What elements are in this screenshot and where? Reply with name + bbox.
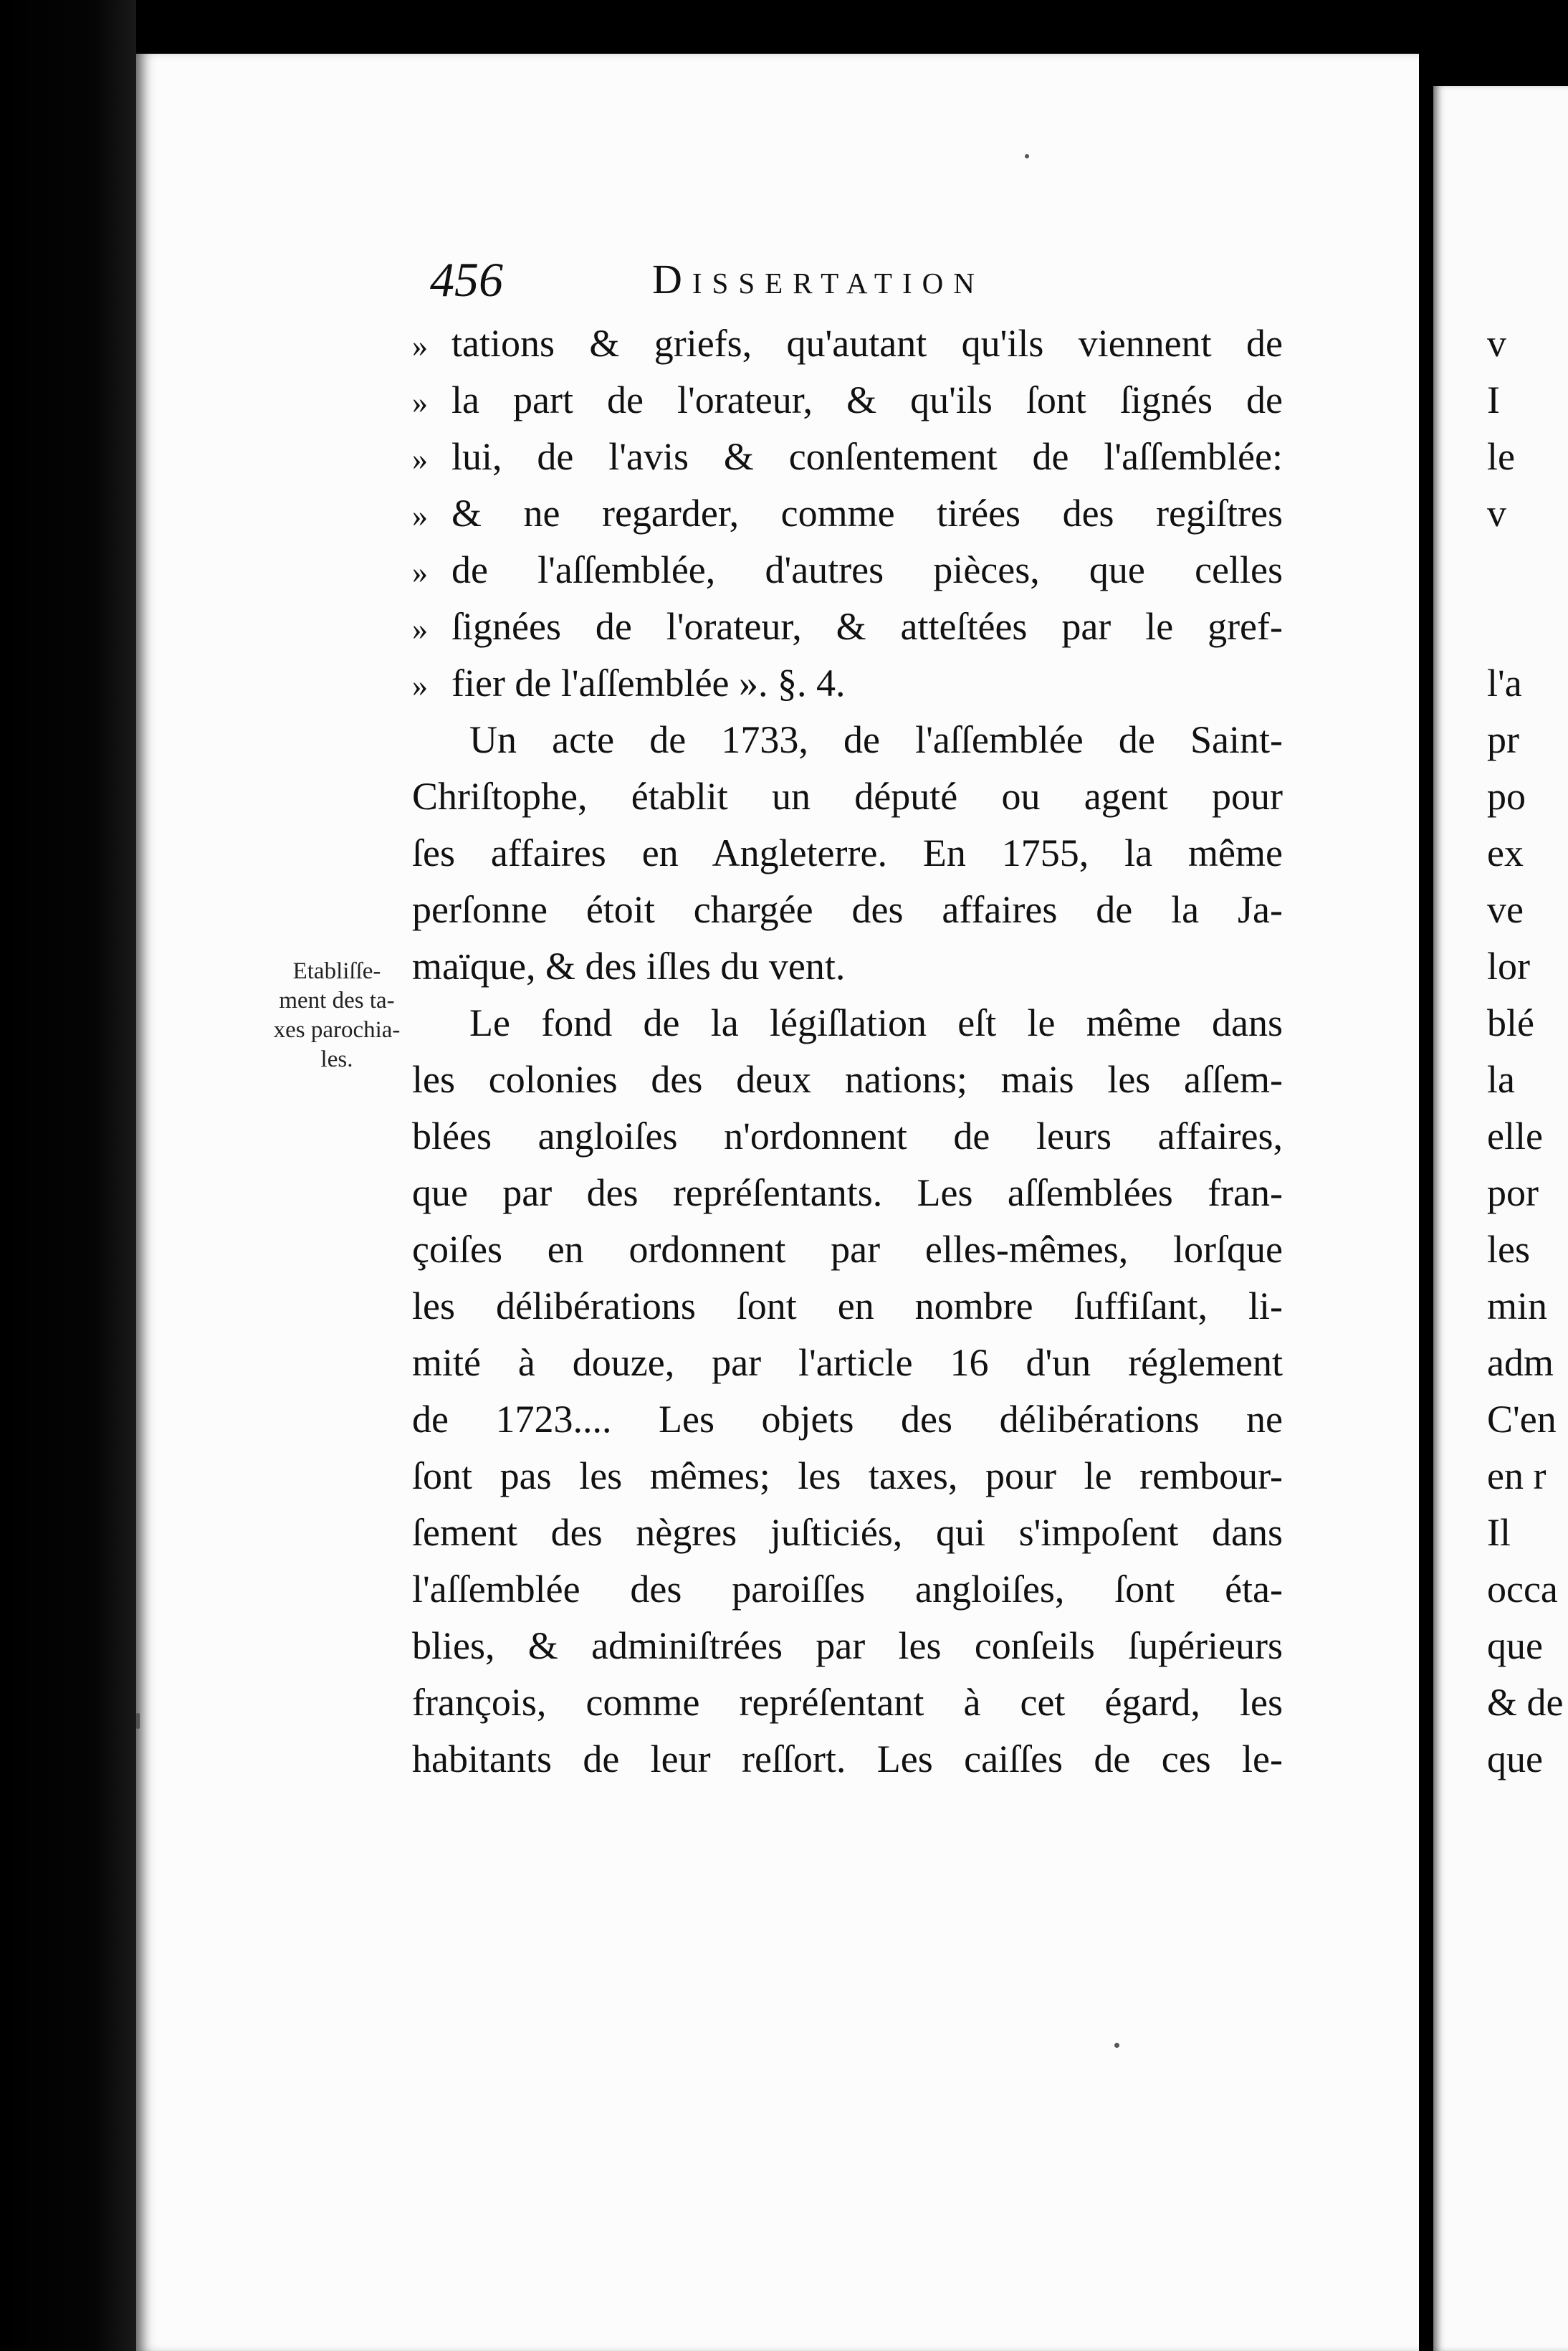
right-page-fragment: [1487, 542, 1568, 599]
line-text: ſont pas les mêmes; les taxes, pour le rembour-: [412, 1454, 1283, 1497]
text-line: [412, 1108, 1283, 1165]
quote-mark: »: [412, 611, 428, 647]
line-text: fier de l'aſſemblée ». §. 4.: [451, 662, 846, 705]
line-text: Chriſtophe, établit un député ou agent pour: [412, 775, 1283, 818]
line-text: que par des repréſentants. Les aſſemblées fran-: [412, 1171, 1283, 1214]
text-line: [412, 655, 1283, 712]
ink-speck: [1025, 154, 1029, 158]
right-page-fragment: Il: [1487, 1511, 1511, 1554]
margin-note-line: xes parochia-: [273, 1017, 401, 1043]
text-line: [412, 1221, 1283, 1278]
quote-mark: »: [412, 442, 428, 477]
right-page-fragment: blé: [1487, 1001, 1534, 1044]
line-text: l'aſſemblée des paroiſſes angloiſes, ſont éta-: [412, 1568, 1283, 1611]
text-line: [412, 1278, 1283, 1335]
line-text: de l'aſſemblée, d'autres pièces, que celles: [451, 548, 1283, 591]
text-line: [412, 882, 1283, 938]
line-text: la part de l'orateur, & qu'ils ſont ſignés de: [451, 378, 1283, 421]
text-line: [412, 1335, 1283, 1391]
text-line: [412, 485, 1283, 542]
line-text: Un acte de 1733, de l'aſſemblée de Saint-: [469, 718, 1283, 761]
text-line: [412, 1051, 1283, 1108]
line-text: mité à douze, par l'article 16 d'un réglement: [412, 1341, 1283, 1384]
right-page-fragment: C'en: [1487, 1398, 1557, 1441]
ink-speck: [1114, 2043, 1119, 2048]
right-page-fragment: min: [1487, 1284, 1548, 1327]
margin-note: [258, 957, 416, 1074]
right-page-fragment: v: [1487, 322, 1506, 365]
line-text: les colonies des deux nations; mais les aſſem-: [412, 1058, 1283, 1101]
body-text: [412, 315, 1283, 1788]
text-line: [412, 768, 1283, 825]
text-line: [412, 1731, 1283, 1788]
line-text: ſignées de l'orateur, & atteſtées par le gref-: [451, 605, 1283, 648]
right-page-fragment: la: [1487, 1058, 1515, 1101]
text-line: [412, 825, 1283, 882]
text-line: [412, 1618, 1283, 1674]
right-page-fragment: le: [1487, 435, 1515, 478]
right-page-fragment: & de: [1487, 1681, 1564, 1724]
text-line: [412, 599, 1283, 655]
right-page-fragment: ve: [1487, 888, 1524, 931]
margin-note-line: Etabliſſe-: [292, 958, 381, 984]
margin-note-line: ment des ta-: [279, 988, 395, 1014]
right-page-fragment: por: [1487, 1171, 1539, 1214]
line-text: blies, & adminiſtrées par les conſeils ſupérieurs: [412, 1624, 1283, 1667]
right-page-fragment: l'a: [1487, 662, 1522, 705]
right-page-fragment: [1487, 599, 1568, 655]
line-text: Le fond de la légiſlation eſt le même dans: [469, 1001, 1283, 1044]
quote-mark: »: [412, 328, 428, 363]
text-line: [412, 1165, 1283, 1221]
ink-speck: [136, 1713, 140, 1729]
text-line: [412, 1561, 1283, 1618]
page-number: 456: [430, 252, 503, 307]
right-page-fragment: occa: [1487, 1568, 1558, 1611]
right-page-fragment: po: [1487, 775, 1526, 818]
line-text: maïque, & des iſles du vent.: [412, 945, 846, 988]
line-text: ſement des nègres juſticiés, qui s'impoſent dans: [412, 1511, 1283, 1554]
quote-mark: »: [412, 555, 428, 590]
text-line: [412, 315, 1283, 372]
line-text: & ne regarder, comme tirées des regiſtres: [451, 492, 1283, 535]
line-text: les délibérations ſont en nombre ſuffiſant, li-: [412, 1284, 1283, 1327]
quote-mark: »: [412, 498, 428, 533]
line-text: habitants de leur reſſort. Les caiſſes de ces le-: [412, 1737, 1283, 1780]
right-page-fragment: pr: [1487, 718, 1519, 761]
right-page-fragment: elle: [1487, 1115, 1543, 1158]
book-spine-shadow: [0, 0, 136, 2351]
text-line: [412, 938, 1283, 995]
right-page-fragment: lor: [1487, 945, 1530, 988]
line-text: lui, de l'avis & conſentement de l'aſſemblée:: [451, 435, 1283, 478]
text-line: [412, 542, 1283, 599]
quote-mark: »: [412, 385, 428, 420]
right-page-fragment: en r: [1487, 1454, 1547, 1497]
quote-mark: »: [412, 668, 428, 703]
line-text: françois, comme repréſentant à cet égard, les: [412, 1681, 1283, 1724]
right-page-fragment: que: [1487, 1624, 1543, 1667]
line-text: ſes affaires en Angleterre. En 1755, la même: [412, 831, 1283, 874]
running-title: Dissertation: [652, 256, 985, 302]
text-line: [412, 429, 1283, 485]
page-header: [430, 247, 1075, 312]
right-page-fragment: adm: [1487, 1341, 1554, 1384]
text-line: [412, 712, 1283, 768]
line-text: blées angloiſes n'ordonnent de leurs affaires,: [412, 1115, 1283, 1158]
line-text: perſonne étoit chargée des affaires de la Ja-: [412, 888, 1283, 931]
text-line: [412, 1504, 1283, 1561]
text-line: [412, 1674, 1283, 1731]
text-line: [412, 995, 1283, 1051]
line-text: tations & griefs, qu'autant qu'ils viennent de: [451, 322, 1283, 365]
line-text: çoiſes en ordonnent par elles-mêmes, lorſque: [412, 1228, 1283, 1271]
line-text: de 1723.... Les objets des délibérations ne: [412, 1398, 1283, 1441]
right-page-fragment: que: [1487, 1737, 1543, 1780]
right-page-fragment: ex: [1487, 831, 1524, 874]
text-line: [412, 372, 1283, 429]
text-line: [412, 1448, 1283, 1504]
text-line: [412, 1391, 1283, 1448]
right-page-fragment: v: [1487, 492, 1506, 535]
right-page-text-fragments: [1487, 315, 1568, 1788]
right-page-fragment: les: [1487, 1228, 1530, 1271]
right-page-fragment: I: [1487, 378, 1500, 421]
margin-note-line: les.: [320, 1046, 353, 1072]
